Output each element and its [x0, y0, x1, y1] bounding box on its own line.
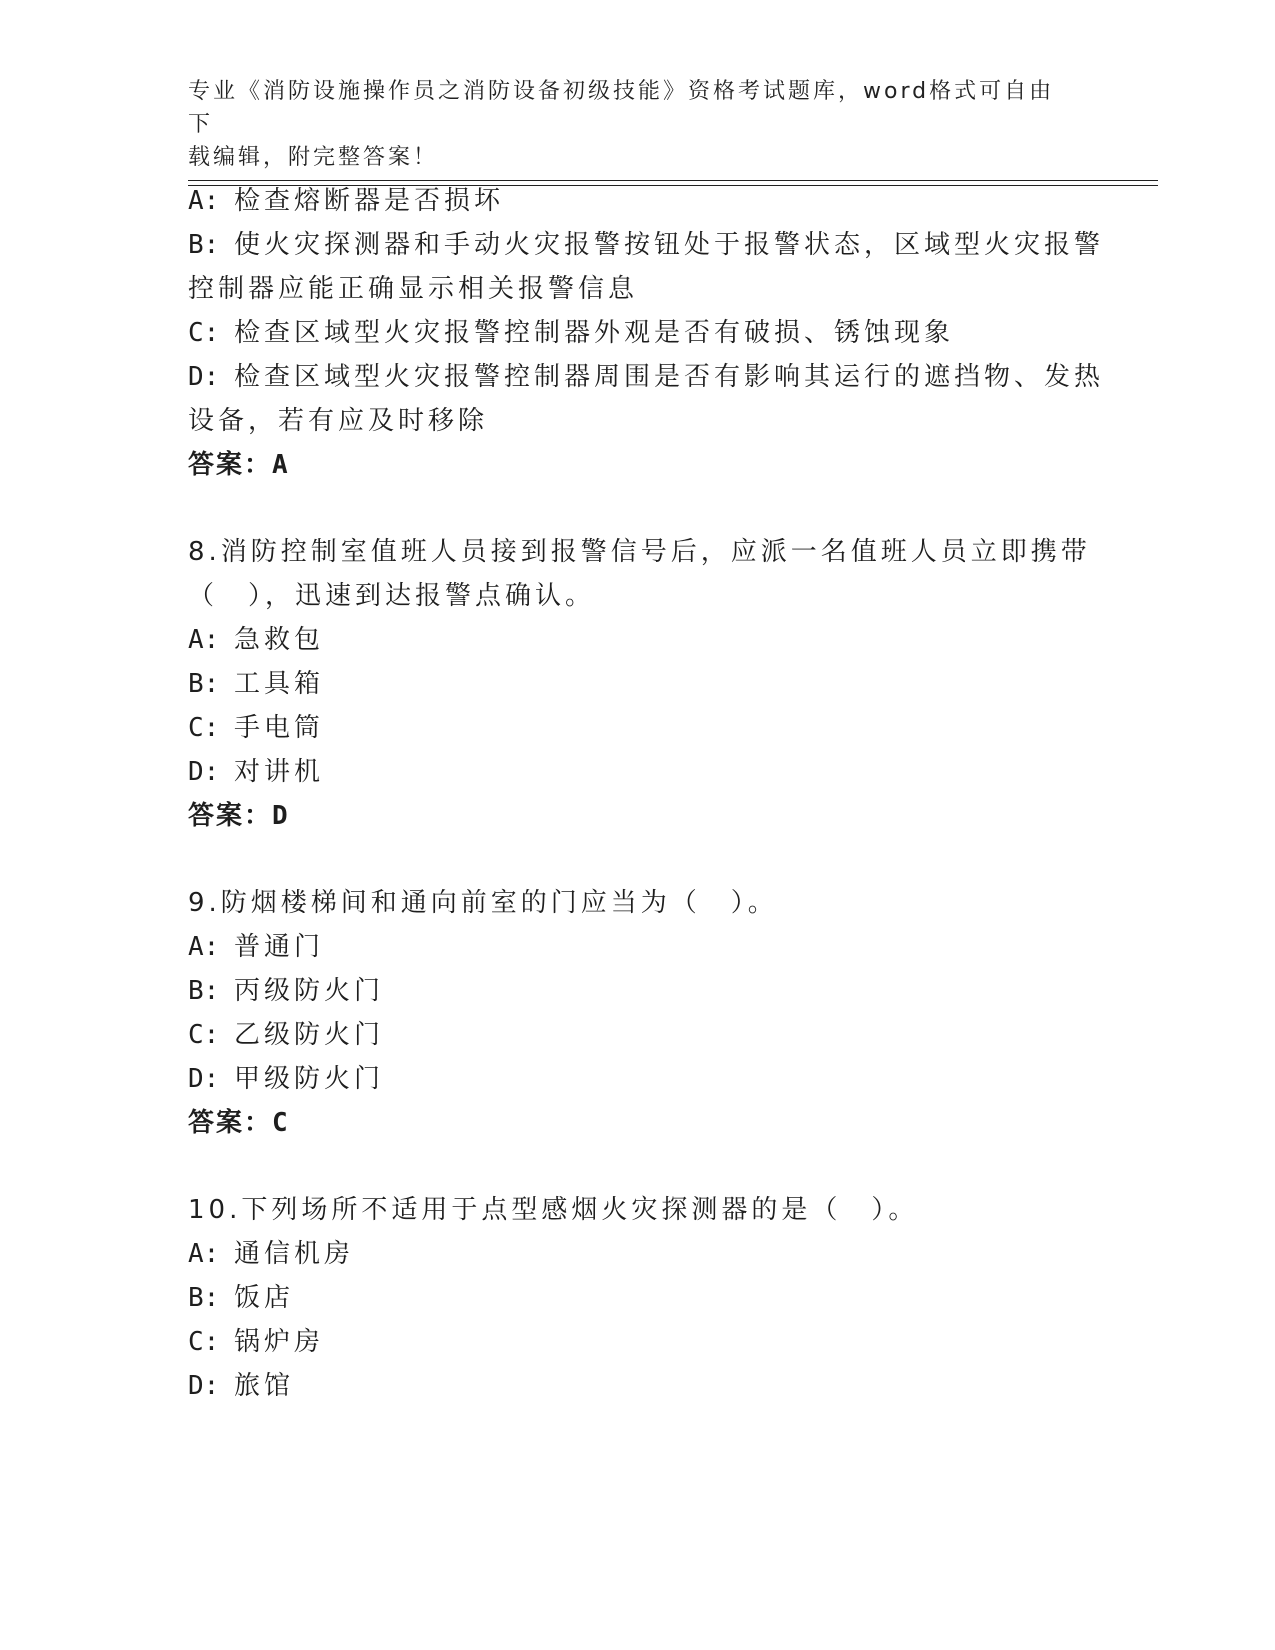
q9-option-a — [188, 924, 324, 970]
option-letter: C: — [188, 1327, 220, 1357]
option-letter: B: — [188, 1283, 220, 1313]
answer-value: D — [272, 801, 290, 831]
q7-option-d-continued — [188, 398, 488, 444]
q8-option-b — [188, 661, 324, 707]
option-text: 工具箱 — [234, 669, 325, 699]
q7-option-a — [188, 178, 504, 224]
option-text: 急救包 — [234, 625, 325, 655]
document-header — [188, 75, 1068, 174]
document-page — [188, 0, 1158, 1650]
q10-option-b — [188, 1275, 294, 1321]
option-letter: C: — [188, 713, 220, 743]
answer-value: C — [272, 1108, 290, 1138]
q9-option-b — [188, 968, 384, 1014]
q10-option-a — [188, 1231, 354, 1277]
option-letter: A: — [188, 625, 220, 655]
option-text: 通信机房 — [234, 1239, 355, 1269]
header-line-2: 载编辑，附完整答案！ — [188, 145, 439, 170]
option-text: 甲级防火门 — [234, 1064, 385, 1094]
option-letter: D: — [188, 1371, 220, 1401]
q7-option-b-continued — [188, 266, 638, 312]
option-letter: D: — [188, 362, 220, 392]
option-text: 对讲机 — [234, 757, 325, 787]
option-text: 饭店 — [234, 1283, 295, 1313]
option-text: 使火灾探测器和手动火灾报警按钮处于报警状态，区域型火灾报警 — [234, 230, 1105, 260]
q10-question: 10.下列场所不适用于点型感烟火灾探测器的是（ ）。 — [188, 1195, 919, 1225]
option-letter: D: — [188, 1064, 220, 1094]
q10-option-d — [188, 1363, 294, 1409]
q7-answer — [188, 442, 290, 488]
option-text: 控制器应能正确显示相关报警信息 — [188, 274, 639, 304]
option-text: 丙级防火门 — [234, 976, 385, 1006]
option-letter: B: — [188, 669, 220, 699]
option-letter: A: — [188, 1239, 220, 1269]
option-text: 旅馆 — [234, 1371, 295, 1401]
option-text: 检查熔断器是否损坏 — [234, 186, 505, 216]
answer-label: 答案： — [188, 1108, 273, 1138]
header-line-1: 专业《消防设施操作员之消防设备初级技能》资格考试题库，word格式可自由下 — [188, 79, 1055, 137]
answer-value: A — [272, 450, 290, 480]
option-letter: B: — [188, 976, 220, 1006]
option-text: 乙级防火门 — [234, 1020, 385, 1050]
q9-option-d — [188, 1056, 384, 1102]
option-text: 手电筒 — [234, 713, 325, 743]
option-text: 锅炉房 — [234, 1327, 325, 1357]
q8-answer — [188, 793, 290, 839]
q8-option-c — [188, 705, 324, 751]
option-letter: A: — [188, 186, 220, 216]
option-letter: A: — [188, 932, 220, 962]
q7-option-c — [188, 310, 954, 356]
option-letter: C: — [188, 1020, 220, 1050]
option-letter: B: — [188, 230, 220, 260]
option-text: 设备，若有应及时移除 — [188, 406, 489, 436]
option-letter: D: — [188, 757, 220, 787]
option-text: 检查区域型火灾报警控制器外观是否有破损、锈蚀现象 — [234, 318, 955, 348]
q10-option-c — [188, 1319, 324, 1365]
option-text: 检查区域型火灾报警控制器周围是否有影响其运行的遮挡物、发热 — [234, 362, 1105, 392]
q9-answer — [188, 1100, 290, 1146]
q9-option-c — [188, 1012, 384, 1058]
q9-question: 9.防烟楼梯间和通向前室的门应当为（ ）。 — [188, 888, 778, 918]
answer-label: 答案： — [188, 801, 273, 831]
q8-question-line-2: （ ），迅速到达报警点确认。 — [188, 581, 596, 611]
q8-option-a — [188, 617, 324, 663]
answer-label: 答案： — [188, 450, 273, 480]
option-text: 普通门 — [234, 932, 325, 962]
q8-option-d — [188, 749, 324, 795]
q7-option-b — [188, 222, 1104, 268]
q7-option-d — [188, 354, 1104, 400]
q8-question-line-1: 8.消防控制室值班人员接到报警信号后，应派一名值班人员立即携带 — [188, 537, 1091, 567]
option-letter: C: — [188, 318, 220, 348]
